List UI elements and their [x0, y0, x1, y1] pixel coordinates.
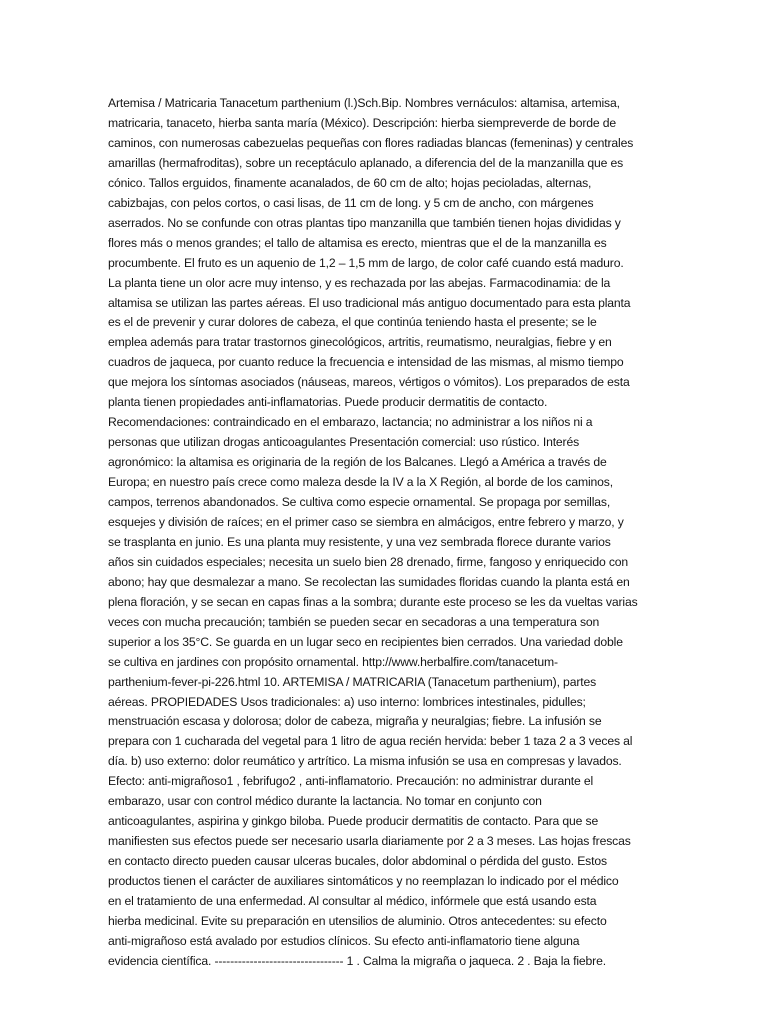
text-line: se cultiva en jardines con propósito ornamental. http://www.herbalfire.com/tanacetum-	[108, 654, 558, 669]
text-line: evidencia científica. --------------------------------- 1 . Calma la migraña o jaqueca. 2 . Baja la fiebre.	[108, 953, 606, 968]
text-line: anti-migrañoso está avalado por estudios clínicos. Su efecto anti-inflamatorio tiene alguna	[108, 933, 580, 948]
text-line: La planta tiene un olor acre muy intenso, y es rechazada por las abejas. Farmacodinamia: de la	[108, 275, 611, 290]
text-line: manifiesten sus efectos puede ser necesario usarla diariamente por 2 a 3 meses. Las hojas frescas	[108, 834, 631, 849]
text-line: años sin cuidados especiales; necesita un suelo bien 28 drenado, firme, fangoso y enriquecido con	[108, 554, 629, 569]
text-line: prepara con 1 cucharada del vegetal para 1 litro de agua recién hervida: beber 1 taza 2 a 3 veces al	[108, 734, 633, 749]
text-line: aéreas. PROPIEDADES Usos tradicionales: a) uso interno: lombrices intestinales, pidulles;	[108, 694, 586, 709]
text-line: aserrados. No se confunde con otras plantas tipo manzanilla que también tienen hojas divididas y	[108, 215, 621, 230]
text-line: Recomendaciones: contraindicado en el embarazo, lactancia; no administrar a los niños ni a	[108, 415, 593, 430]
text-line: personas que utilizan drogas anticoagulantes Presentación comercial: uso rústico. Interés	[108, 435, 580, 450]
text-line: superior a los 35°C. Se guarda en un lugar seco en recipientes bien cerrados. Una variedad doble	[108, 634, 623, 649]
text-line: cuadros de jaqueca, por cuanto reduce la frecuencia e intensidad de las mismas, al mismo tiempo	[108, 355, 624, 370]
text-line: anticoagulantes, aspirina y ginkgo biloba. Puede producir dermatitis de contacto. Para que se	[108, 814, 599, 829]
text-line: Europa; en nuestro país crece como maleza desde la IV a la X Región, al borde de los caminos,	[108, 475, 613, 490]
text-line: emplea además para tratar trastornos ginecológicos, artritis, reumatismo, neuralgias, fiebre y en	[108, 335, 612, 350]
text-line: menstruación escasa y dolorosa; dolor de cabeza, migraña y neuralgias; fiebre. La infusión se	[108, 714, 602, 729]
text-line: embarazo, usar con control médico durante la lactancia. No tomar en conjunto con	[108, 794, 542, 809]
text-line: cónico. Tallos erguidos, finamente acanalados, de 60 cm de alto; hojas pecioladas, alternas,	[108, 175, 592, 190]
text-line: veces con mucha precaución; también se pueden secar en secadoras a una temperatura son	[108, 614, 600, 629]
text-line: procumbente. El fruto es un aquenio de 1,2 – 1,5 mm de largo, de color café cuando está maduro.	[108, 255, 624, 270]
text-line: abono; hay que desmalezar a mano. Se recolectan las sumidades floridas cuando la planta está en	[108, 574, 630, 589]
text-line: en el tratamiento de una enfermedad. Al consultar al médico, infórmele que está usando esta	[108, 894, 597, 908]
text-line: caminos, con numerosas cabezuelas pequeñas con flores radiadas blancas (femeninas) y centrales	[108, 135, 634, 150]
text-line: altamisa se utilizan las partes aéreas. El uso tradicional más antiguo documentado para esta planta	[108, 295, 631, 310]
text-line: amarillas (hermafroditas), sobre un receptáculo aplanado, a diferencia del de la manzanilla que es	[108, 155, 624, 170]
text-line: productos tienen el carácter de auxiliares sintomáticos y no reemplazan lo indicado por el médico	[108, 874, 619, 889]
text-line: Artemisa / Matricaria Tanacetum parthenium (l.)Sch.Bip. Nombres vernáculos: altamisa, artemisa,	[108, 96, 620, 110]
text-line: cabizbajas, con pelos cortos, o casi lisas, de 11 cm de long. y 5 cm de ancho, con márgenes	[108, 195, 594, 210]
text-line: esquejes y división de raíces; en el primer caso se siembra en almácigos, entre febrero y marzo, y	[108, 514, 624, 529]
text-line: Efecto: anti-migrañoso1 , febrifugo2 , anti-inflamatorio. Precaución: no administrar durante el	[108, 774, 594, 789]
text-line: matricaria, tanaceto, hierba santa maría (México). Descripción: hierba siempreverde de borde de	[108, 115, 617, 130]
text-line: día. b) uso externo: dolor reumático y artrítico. La misma infusión se usa en compresas y lavados.	[108, 754, 622, 769]
text-line: campos, terrenos abandonados. Se cultiva como especie ornamental. Se propaga por semillas,	[108, 495, 611, 509]
text-line: parthenium-fever-pi-226.html 10. ARTEMISA / MATRICARIA (Tanacetum parthenium), partes	[108, 674, 597, 689]
text-line: se trasplanta en junio. Es una planta muy resistente, y una vez sembrada florece durante varios	[108, 534, 611, 549]
text-line: hierba medicinal. Evite su preparación en utensilios de aluminio. Otros antecedentes: su efecto	[108, 913, 607, 928]
text-line: es el de prevenir y curar dolores de cabeza, el que continúa teniendo hasta el presente; se le	[108, 315, 597, 330]
text-line: agronómico: la altamisa es originaria de la región de los Balcanes. Llegó a América a través de	[108, 455, 607, 470]
text-line: que mejora los síntomas asociados (náuseas, mareos, vértigos o vómitos). Los preparados de esta	[108, 375, 630, 390]
text-line: flores más o menos grandes; el tallo de altamisa es erecto, mientras que el de la manzanilla es	[108, 235, 607, 250]
text-line: en contacto directo pueden causar ulceras bucales, dolor abdominal o pérdida del gusto. Estos	[108, 854, 607, 869]
text-line: planta tienen propiedades anti-inflamatorias. Puede producir dermatitis de contacto.	[108, 395, 548, 410]
text-line: plena floración, y se secan en capas finas a la sombra; durante este proceso se les da vueltas varias	[108, 594, 638, 609]
